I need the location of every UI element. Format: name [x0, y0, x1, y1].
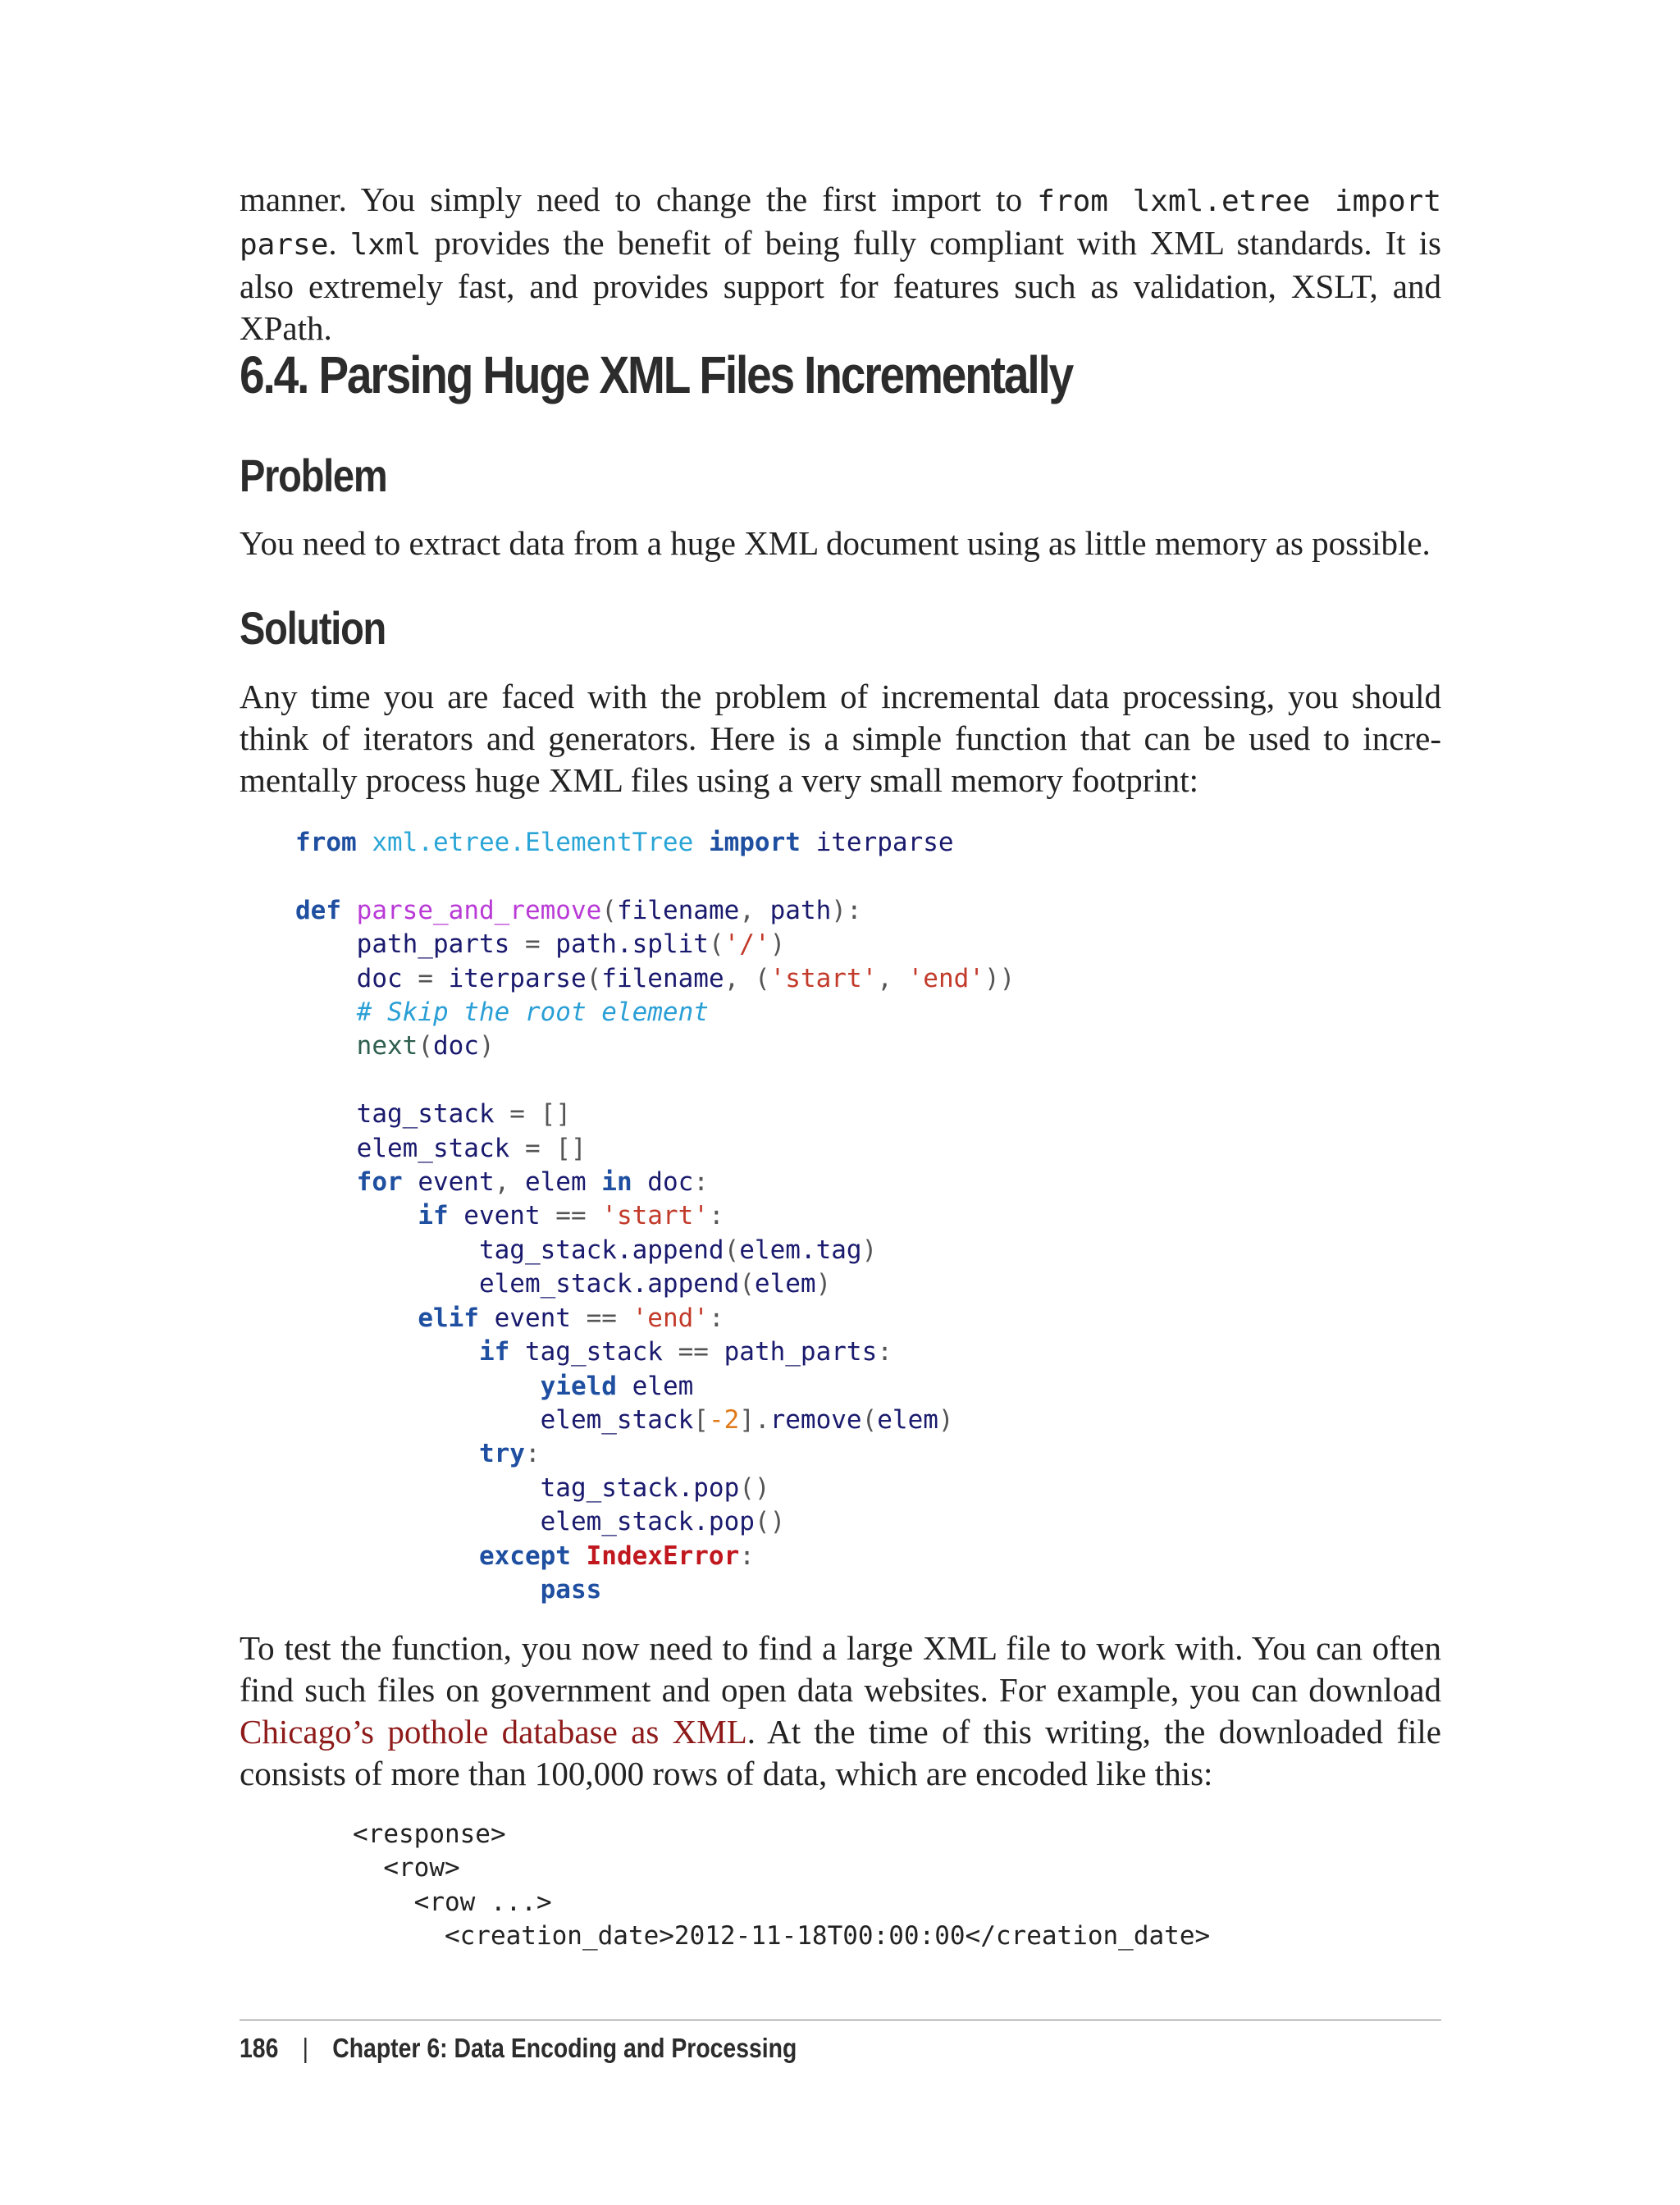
problem-text: You need to extract data from a huge XML document using as little memory as possible. — [240, 524, 1431, 562]
code-line: try: — [478, 1439, 541, 1469]
xml-line: <row> — [353, 1853, 460, 1883]
footer-separator: | — [302, 2033, 308, 2063]
xml-line: <creation_date>2012-11-18T00:00:00</creation_date> — [353, 1921, 1211, 1952]
intro-code-from-import: from lxml.etree import parse — [240, 185, 1442, 262]
test-text-1: To test the function, you now need to find a large XML file to work with. You can often find such files on government and open data websites. For example, you can download — [240, 1629, 1441, 1709]
code-line: elem_stack = [] — [295, 1133, 587, 1163]
test-text-2: . At the time of this writing, the downloaded file consists of more than 100,000 rows of data, which are encoded like this: — [240, 1713, 1441, 1792]
intro-text-2: . — [328, 224, 337, 262]
code-block-xml-sample — [353, 1818, 1210, 1954]
solution-heading: Solution — [240, 602, 386, 654]
xml-line: <row ...> — [353, 1887, 552, 1917]
code-line: elif event == 'end': — [418, 1303, 724, 1333]
page-number: 186 — [240, 2033, 279, 2063]
code-line: elem_stack.append(elem) — [295, 1269, 832, 1299]
intro-paragraph — [240, 179, 1441, 349]
pothole-database-link[interactable]: Chicago’s pothole database as XML — [240, 1713, 747, 1751]
intro-text-3: provides the benefit of being fully compliant with XML standards. It is also extremely fast, and provides support for features such as validation, XSLT, and XPath. — [240, 224, 1442, 347]
problem-heading: Problem — [240, 450, 387, 501]
code-block-iterparse — [295, 826, 1015, 1607]
code-line: yield elem — [540, 1371, 694, 1401]
code-line: next(doc) — [356, 1031, 495, 1061]
code-line: for event, elem in doc: — [356, 1167, 709, 1198]
code-line: elem_stack.pop() — [295, 1507, 786, 1537]
section-title: 6.4. Parsing Huge XML Files Incrementally — [240, 345, 1073, 404]
code-line: pass — [540, 1574, 602, 1605]
chapter-title: Chapter 6: Data Encoding and Processing — [332, 2033, 797, 2063]
code-line: tag_stack.pop() — [295, 1472, 770, 1503]
intro-code-lxml: lxml — [349, 228, 422, 262]
code-line: def parse_and_remove(filename, path): — [295, 895, 862, 925]
xml-line: <response> — [353, 1819, 506, 1849]
intro-text-1: manner. You simply need to change the first import to — [240, 180, 1023, 218]
page-footer — [240, 2033, 797, 2064]
solution-text: Any time you are faced with the problem of incremental data processing, you should think of iterators and generators. Here is a simple function that can be used to incrementally process huge XML files using a very small memory footprint: — [240, 678, 1441, 799]
code-line: if tag_stack == path_parts: — [478, 1337, 892, 1367]
code-line: tag_stack = [] — [295, 1099, 571, 1130]
test-paragraph — [240, 1628, 1441, 1795]
code-line: path_parts = path.split('/') — [295, 929, 786, 960]
code-line: elem_stack[-2].remove(elem) — [295, 1404, 954, 1435]
code-line: doc = iterparse(filename, ('start', 'end')) — [295, 963, 1016, 993]
code-line: # Skip the root element — [356, 998, 709, 1028]
code-line: except IndexError: — [478, 1541, 755, 1571]
code-line: from xml.etree.ElementTree import iterparse — [295, 828, 954, 857]
code-line: if event == 'start': — [418, 1201, 724, 1231]
code-line: tag_stack.append(elem.tag) — [295, 1235, 878, 1265]
